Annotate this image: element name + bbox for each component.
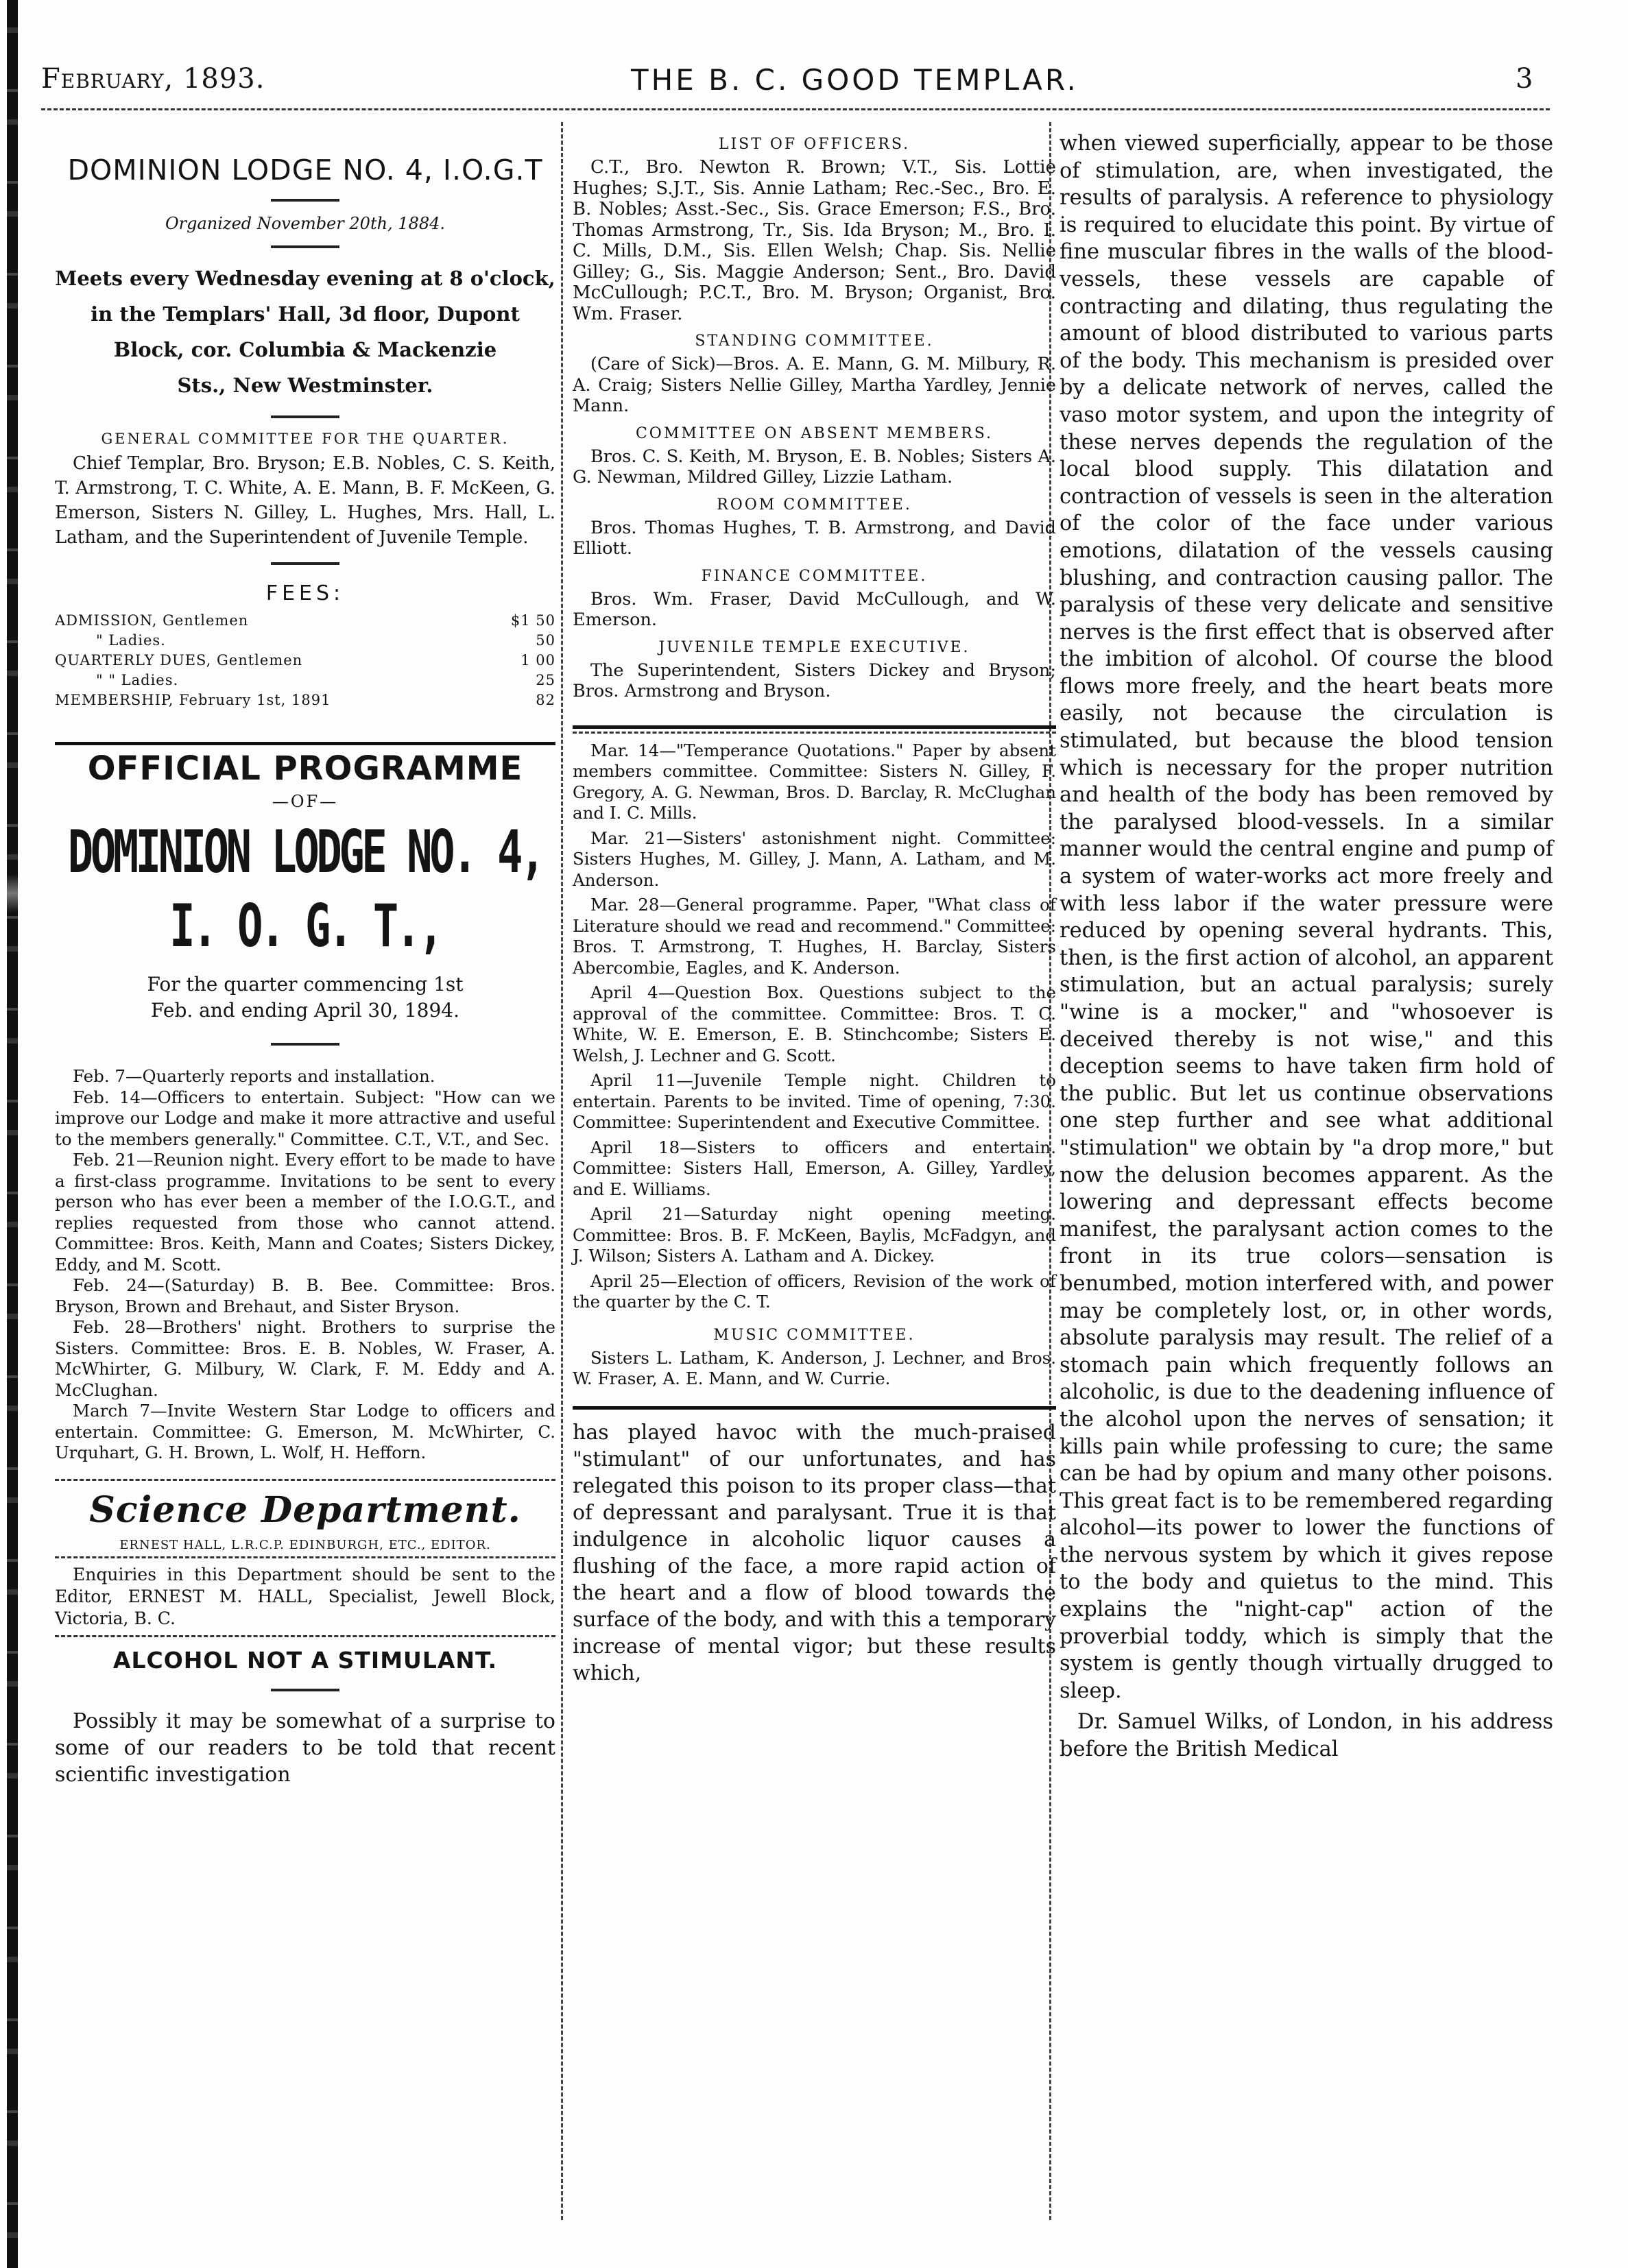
- column-1: [55, 130, 555, 1788]
- programme-entry: Mar. 14—"Temperance Quotations." Paper by absent members committee. Committee: Sisters N. Gilley, F. Gregory, A. G. Newman, Bros. D. Barclay, R. McClughan and I. C. Mills.: [573, 740, 1056, 823]
- column-divider-1: [561, 122, 563, 2220]
- header-date: February, 1893.: [41, 63, 265, 95]
- fees-table: [55, 611, 555, 710]
- programme-entry: Mar. 21—Sisters' astonishment night. Committee: Sisters Hughes, M. Gilley, J. Mann, A. Latham, and M. Anderson.: [573, 828, 1056, 890]
- column-2: [573, 130, 1056, 1687]
- meets-line: in the Templars' Hall, 3d floor, Dupont: [91, 302, 520, 326]
- meets-line: Block, cor. Columbia & Mackenzie: [113, 338, 497, 361]
- article-paragraph: Dr. Samuel Wilks, of London, in his address before the British Medical: [1060, 1710, 1553, 1762]
- programme-entry: Mar. 28—General programme. Paper, "What class of Literature should we read and recommend." Committee: Bros. T. Armstrong, T. Hughes, H. Barclay, Sisters Abercombie, Eagles, and K. Anderson.: [573, 895, 1056, 978]
- fee-label: QUARTERLY DUES, Gentlemen: [55, 652, 303, 668]
- scan-spine-edge: [7, 0, 18, 2268]
- article-text-start: Possibly it may be somewhat of a surprise to some of our readers to be told that recent scientific investigation: [55, 1709, 555, 1787]
- lodge-title: DOMINION LODGE NO. 4, I.O.G.T: [67, 154, 543, 186]
- programme-entries: [55, 1066, 555, 1464]
- fee-row: [55, 651, 555, 671]
- short-rule: [271, 415, 339, 418]
- quarter-line: Feb. and ending April 30, 1894.: [150, 999, 459, 1022]
- fee-amount: 1 00: [520, 652, 555, 668]
- fee-row: [55, 690, 555, 710]
- standing-committee-heading: STANDING COMMITTEE.: [695, 333, 934, 350]
- programme-entry: Feb. 14—Officers to entertain. Subject: "How can we improve our Lodge and make it more attractive and useful to the members generally." Committee. C.T., V.T., and Sec.: [55, 1087, 555, 1149]
- header-title: THE B. C. GOOD TEMPLAR.: [631, 63, 1079, 97]
- fees-title: FEES:: [265, 581, 345, 605]
- short-rule: [271, 1689, 339, 1691]
- programme-entry: April 21—Saturday night opening meeting. Committee: Bros. B. F. McKeen, Baylis, McFadgyn, and J. Wilson; Sisters A. Latham and A. Dickey.: [573, 1204, 1056, 1266]
- fee-amount: $1 50: [510, 612, 555, 629]
- scan-spine-notch: [7, 874, 18, 913]
- section-rule: [55, 742, 555, 745]
- meets-line: Meets every Wednesday evening at 8 o'clock,: [55, 267, 555, 290]
- short-rule: [271, 1043, 339, 1046]
- room-committee-text: Bros. Thomas Hughes, T. B. Armstrong, and David Elliott.: [573, 517, 1056, 559]
- programme-entry: April 4—Question Box. Questions subject to the approval of the committee. Committee: Bros. T. C. White, W. E. Emerson, E. B. Stinchcombe; Sisters E. Welsh, J. Lechner and G. Scott.: [573, 982, 1056, 1065]
- fee-amount: 50: [536, 632, 555, 649]
- programme-entries-continued: [573, 740, 1056, 1313]
- editor-line: ERNEST HALL, L.R.C.P. EDINBURGH, ETC., EDITOR.: [119, 1537, 491, 1552]
- music-committee-heading: MUSIC COMMITTEE.: [713, 1326, 915, 1344]
- programme-entry: Feb. 28—Brothers' night. Brothers to surprise the Sisters. Committee: Bros. E. B. Nobles, W. Fraser, A. McWhirter, G. Milbury, W. Clark, F. M. Eddy and A. McClughan.: [55, 1317, 555, 1400]
- fee-row: [55, 631, 555, 651]
- general-committee-heading: GENERAL COMMITTEE FOR THE QUARTER.: [101, 431, 510, 447]
- programme-entry: April 25—Election of officers, Revision of the work of the quarter by the C. T.: [573, 1270, 1056, 1312]
- programme-lodge-name: DOMINION LODGE NO. 4, I. O. G. T.,: [67, 818, 543, 961]
- officers-text: C.T., Bro. Newton R. Brown; V.T., Sis. Lottie Hughes; S.J.T., Sis. Annie Latham; Rec.-Sec., Bro. E. B. Nobles; Asst.-Sec., Sis. Grace Emerson; F.S., Bro. Thomas Armstrong, Tr., Sis. Ida Bryson; M., Bro. I. C. Mills, D.M., Sis. Ellen Welsh; Chap. Sis. Nellie Gilley; G., Sis. Maggie Anderson; Sent., Bro. David McCullough; P.C.T., Bro. M. Bryson; Organist, Bro. Wm. Fraser.: [573, 157, 1056, 324]
- general-committee-text: Chief Templar, Bro. Bryson; E.B. Nobles, C. S. Keith, T. Armstrong, T. C. White, A. E. Mann, B. F. McKeen, G. Emerson, Sisters N. Gilley, L. Hughes, Mrs. Hall, L. Latham, and the Superintendent of Juvenile Temple.: [55, 453, 555, 548]
- section-rule: [573, 1406, 1056, 1410]
- programme-title: OFFICIAL PROGRAMME: [87, 749, 523, 788]
- juvenile-executive-text: The Superintendent, Sisters Dickey and Bryson; Bros. Armstrong and Bryson.: [573, 660, 1056, 701]
- fee-amount: 82: [536, 692, 555, 708]
- enquiries-notice: Enquiries in this Department should be sent to the Editor, ERNEST M. HALL, Specialist, Jewell Block, Victoria, B. C.: [55, 1564, 555, 1628]
- section-rule: [573, 732, 1056, 734]
- meets-line: Sts., New Westminster.: [177, 374, 433, 397]
- page-header: [41, 63, 1550, 104]
- section-rule: [55, 1479, 555, 1481]
- finance-committee-heading: FINANCE COMMITTEE.: [701, 567, 928, 585]
- article-title: ALCOHOL NOT A STIMULANT.: [112, 1646, 498, 1674]
- section-rule: [55, 1556, 555, 1558]
- section-rule: [55, 1635, 555, 1637]
- fee-label: " " Ladies.: [96, 672, 179, 688]
- short-rule: [271, 562, 339, 565]
- programme-entry: April 18—Sisters to officers and entertain. Committee: Sisters Hall, Emerson, A. Gilley, Yardley, and E. Williams.: [573, 1137, 1056, 1199]
- officers-heading: LIST OF OFFICERS.: [718, 136, 911, 153]
- programme-entry: Feb. 7—Quarterly reports and installation.: [73, 1066, 435, 1086]
- programme-entry: Feb. 21—Reunion night. Every effort to be made to have a first-class programme. Invitations to be sent to every person who has ever been a member of the I.O.G.T., and replies requested from those who cannot attend. Committee: Bros. Keith, Mann and Coates; Sisters Dickey, Eddy, and M. Scott.: [55, 1150, 555, 1275]
- programme-of: —OF—: [272, 792, 339, 811]
- programme-entry: Feb. 24—(Saturday) B. B. Bee. Committee: Bros. Bryson, Brown and Brehaut, and Sister Bryson.: [55, 1275, 555, 1316]
- short-rule: [271, 199, 339, 202]
- fee-label: MEMBERSHIP, February 1st, 1891: [55, 692, 331, 708]
- science-department-title: Science Department.: [89, 1488, 521, 1531]
- music-committee-text: Sisters L. Latham, K. Anderson, J. Lechner, and Bros. W. Fraser, A. E. Mann, and W. Currie.: [573, 1347, 1056, 1388]
- organized-date: Organized November 20th, 1884.: [165, 214, 446, 233]
- finance-committee-text: Bros. Wm. Fraser, David McCullough, and W. Emerson.: [573, 588, 1056, 630]
- absent-committee-heading: COMMITTEE ON ABSENT MEMBERS.: [635, 424, 994, 442]
- fee-row: [55, 611, 555, 631]
- fee-label: ADMISSION, Gentlemen: [55, 612, 249, 629]
- column-3: [1060, 130, 1553, 1763]
- header-rule: [41, 108, 1550, 110]
- header-page-number: 3: [1516, 63, 1534, 95]
- article-text-continued: has played havoc with the much-praised "stimulant" of our unfortunates, and has relegated this poison to its proper class—that of depressant and paralysant. True it is that indulgence in alcoholic liquor causes a flushing of the face, a more rapid action of the heart and a flow of blood towards the surface of the body, and with this a temporary increase of mental vigor; but these results which,: [573, 1420, 1056, 1685]
- programme-entry: April 11—Juvenile Temple night. Children to entertain. Parents to be invited. Time of opening, 7:30. Committee: Superintendent and Executive Committee.: [573, 1070, 1056, 1132]
- meeting-notice: [55, 261, 555, 403]
- programme-entry: March 7—Invite Western Star Lodge to officers and entertain. Committee: G. Emerson, M. McWhirter, C. Urquhart, G. H. Brown, L. Wolf, H. Hefforn.: [55, 1401, 555, 1462]
- article-paragraph: when viewed superficially, appear to be those of stimulation, are, when investigated, the results of paralysis. A reference to physiology is required to elucidate this point. By virtue of fine muscular fibres in the walls of the blood-vessels, these vessels are capable of contracting and dilating, thus regulating the amount of blood distributed to various parts of the body. This mechanism is presided over by a delicate network of nerves, called the vaso motor system, and upon the integrity of these nerves depends the regulation of the local blood supply. This dilatation and contraction of vessels is seen in the alteration of the color of the face under various emotions, dilatation of the vessels causing blushing, and contraction causing pallor. The paralysis of these very delicate and sensitive nerves is the first effect that is observed after the imbition of alcohol. Of course the blood flows more freely, and the heart beats more easily, not because the circulation is stimulated, but because the blood tension which is necessary for the proper nutrition and health of the body has been removed by the paralysed blood-vessels. In a similar manner would the central engine and pump of a system of water-works act more freely and with less labor if the water pressure were reduced by opening several hydrants. This, then, is the first action of alcohol, an apparent stimulation, but an actual paralysis; surely "wine is a mocker," and "whosoever is deceived thereby is not wise," and this deception seems to have taken firm hold of the public. But let us continue observations one step further and see what additional "stimulation" we obtain by "a drop more," but now the delusion becomes apparent. As the lowering and depressant effects become manifest, the paralysant action comes to the front in its true colors—sensation is benumbed, motion interfered with, and power may be completely lost, or, in other words, absolute paralysis may result. The relief of a stomach pain which frequently follows an alcoholic, is due to the deadening influence of the alcohol upon the nerves of sensation; it kills pain while professing to cure; the same can be had by opium and many other poisons. This great fact is to be remembered regarding alcohol—its power to lower the functions of the nervous system by which it gives repose to the body and quietus to the mind. This explains the "night-cap" action of the proverbial toddy, which is simply that the system is gently though virtually drugged to sleep.: [1060, 132, 1553, 1703]
- standing-committee-text: (Care of Sick)—Bros. A. E. Mann, G. M. Milbury, R. A. Craig; Sisters Nellie Gilley, Martha Yardley, Jennie Mann.: [573, 354, 1056, 416]
- fee-label: " Ladies.: [96, 632, 166, 649]
- quarter-line: For the quarter commencing 1st: [147, 973, 464, 996]
- fee-row: [55, 671, 555, 690]
- fee-amount: 25: [536, 672, 555, 688]
- absent-committee-text: Bros. C. S. Keith, M. Bryson, E. B. Nobles; Sisters A. G. Newman, Mildred Gilley, Lizzie Latham.: [573, 446, 1056, 487]
- juvenile-executive-heading: JUVENILE TEMPLE EXECUTIVE.: [658, 638, 970, 656]
- short-rule: [271, 245, 339, 248]
- room-committee-heading: ROOM COMMITTEE.: [717, 496, 912, 514]
- section-rule: [573, 725, 1056, 729]
